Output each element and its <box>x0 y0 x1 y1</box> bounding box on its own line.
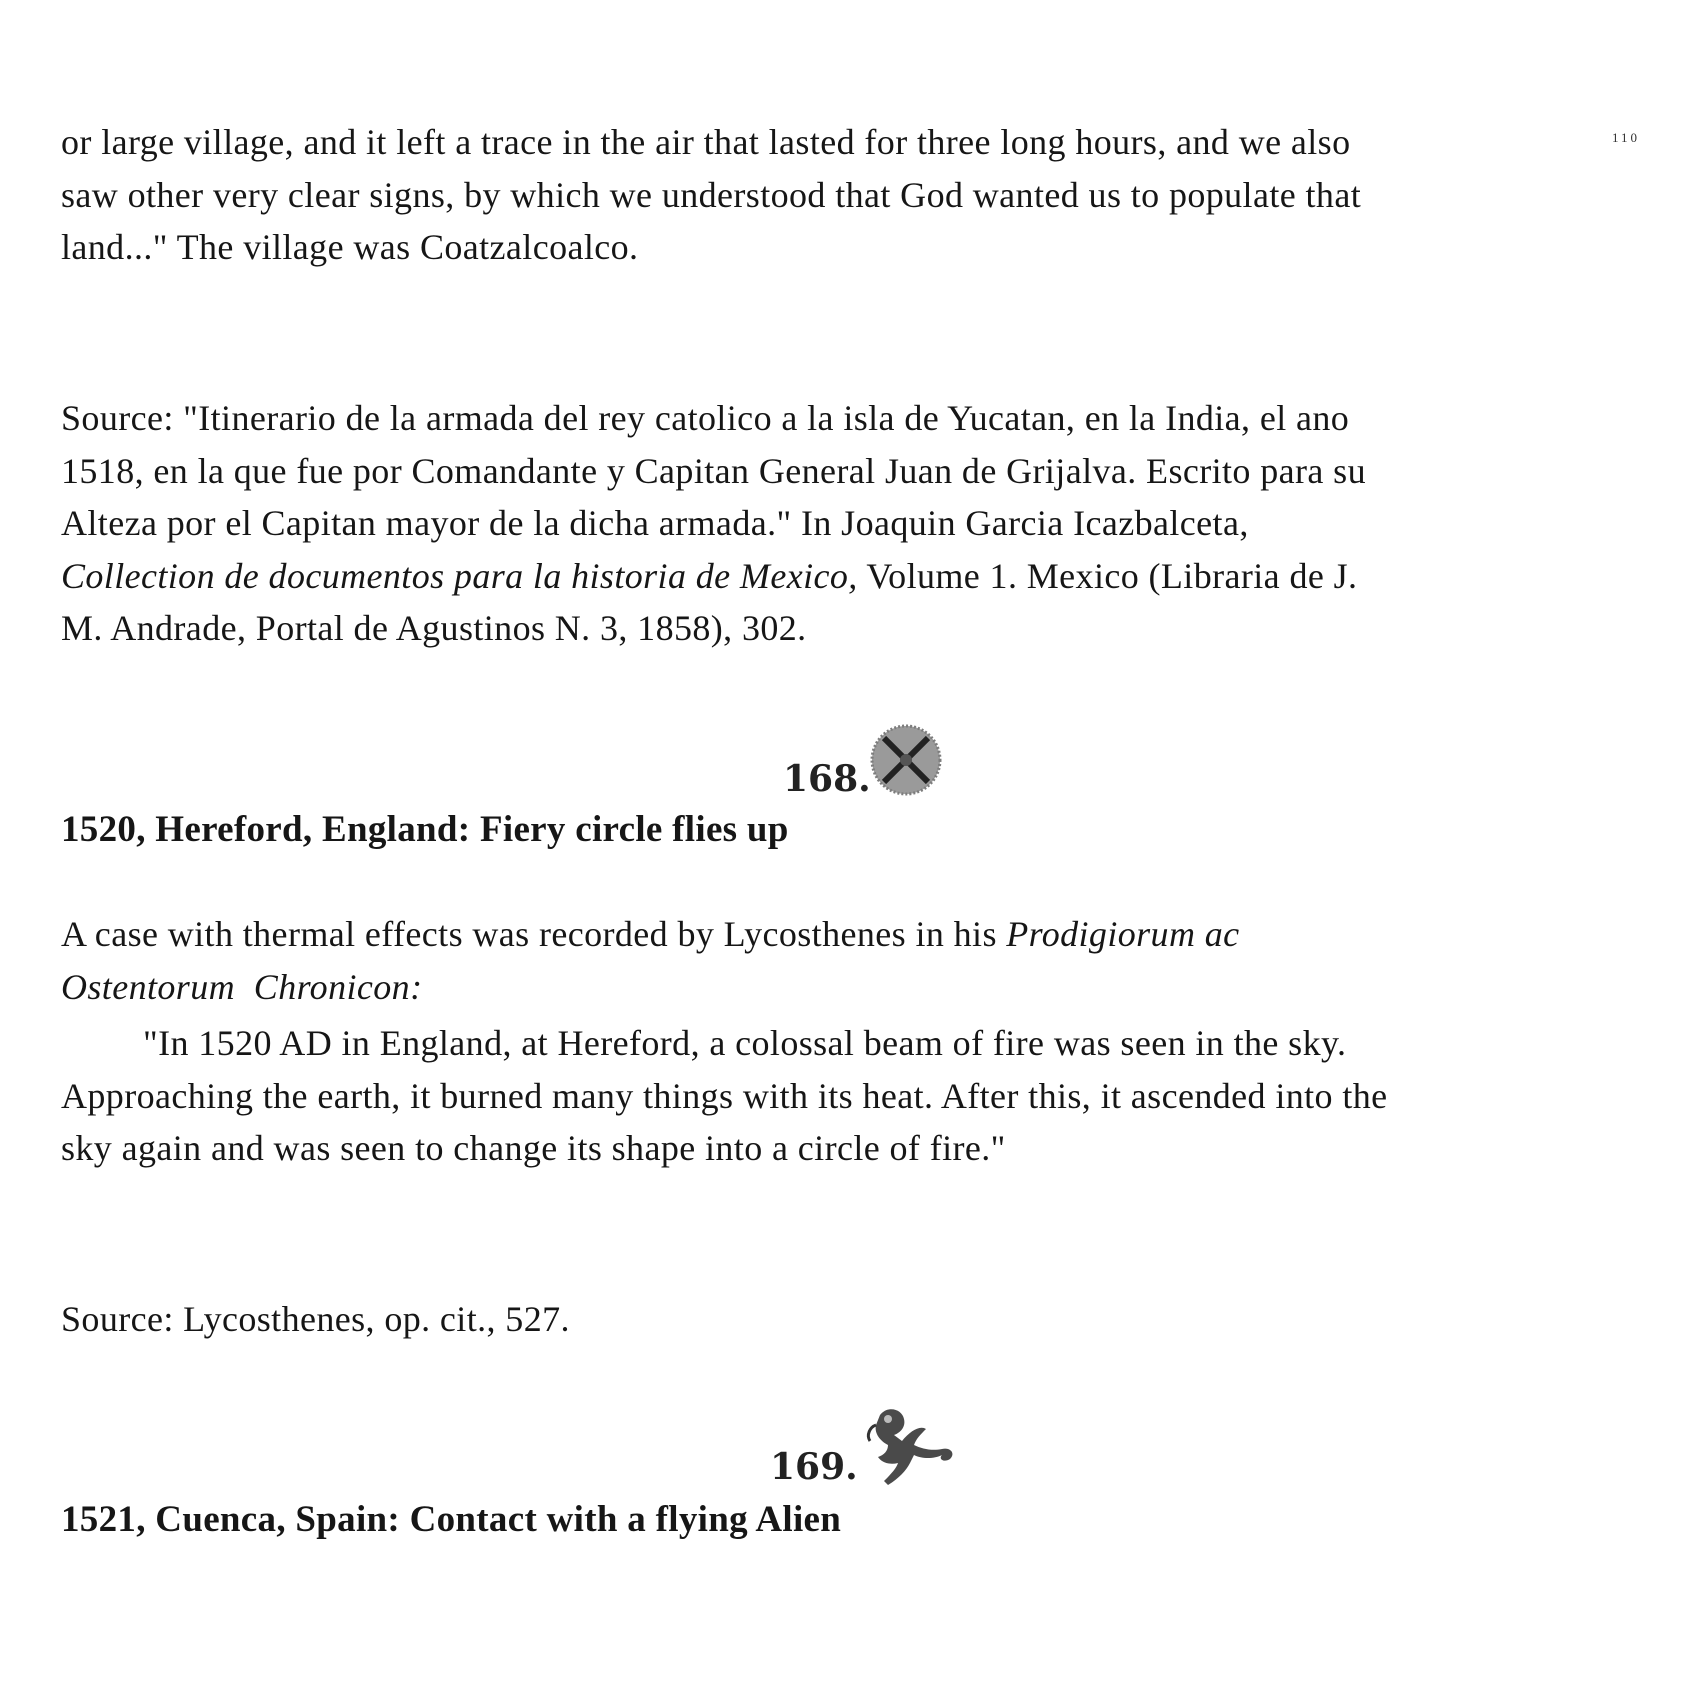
citation-line: Alteza por el Capitan mayor de la dicha armada." In Joaquin Garcia Icazbalceta, <box>61 503 1249 543</box>
entry-168-intro <box>61 908 1661 1013</box>
citation-text: Volume 1. Mexico (Libraria de J. <box>857 555 1358 596</box>
intro-line <box>61 961 1661 1014</box>
entry-title-169: 1521, Cuenca, Spain: Contact with a flying Alien <box>61 1499 842 1540</box>
intro-text: A case with thermal effects was recorded by Lycosthenes in his <box>61 914 1007 954</box>
citation-line: Source: "Itinerario de la armada del rey catolico a la isla de Yucatan, en la India, el ano <box>61 398 1350 438</box>
quote-line: "In 1520 AD in England, at Hereford, a colossal beam of fire was seen in the sky. <box>143 1023 1347 1063</box>
intro-line <box>61 908 1661 961</box>
quote-line: Approaching the earth, it burned many things with its heat. After this, it ascended into the <box>61 1075 1388 1116</box>
citation-line: Source: Lycosthenes, op. cit., 527. <box>61 1299 570 1339</box>
entry-168-quote <box>61 1017 1661 1175</box>
continuation-line: or large village, and it left a trace in the air that lasted for three long hours, and we also <box>61 122 1351 162</box>
source-citation-168 <box>61 1293 1661 1346</box>
continuation-line: land..." The village was Coatzalcoalco. <box>61 227 639 267</box>
citation-line <box>61 550 1661 603</box>
flying-alien-icon <box>858 1405 958 1491</box>
book-title: Prodigiorum ac <box>1006 914 1240 954</box>
citation-line: M. Andrade, Portal de Agustinos N. 3, 1858), 302. <box>61 608 807 648</box>
continuation-line: saw other very clear signs, by which we understood that God wanted us to populate that <box>61 174 1362 215</box>
source-citation-1 <box>61 392 1661 655</box>
fiery-circle-icon <box>868 722 944 798</box>
page-number: 110 <box>1612 130 1641 145</box>
entry-number-168: 168. <box>783 758 871 800</box>
entry-title-168: 1520, Hereford, England: Fiery circle flies up <box>61 809 789 850</box>
continuation-paragraph <box>61 116 1661 274</box>
quote-line: sky again and was seen to change its shape into a circle of fire." <box>61 1128 1006 1168</box>
book-title: Collection de documentos para la historia de Mexico, <box>61 555 858 596</box>
citation-line: 1518, en la que fue por Comandante y Capitan General Juan de Grijalva. Escrito para su <box>61 450 1366 491</box>
book-title: Ostentorum Chronicon: <box>61 966 423 1007</box>
entry-number-169: 169. <box>770 1446 858 1488</box>
